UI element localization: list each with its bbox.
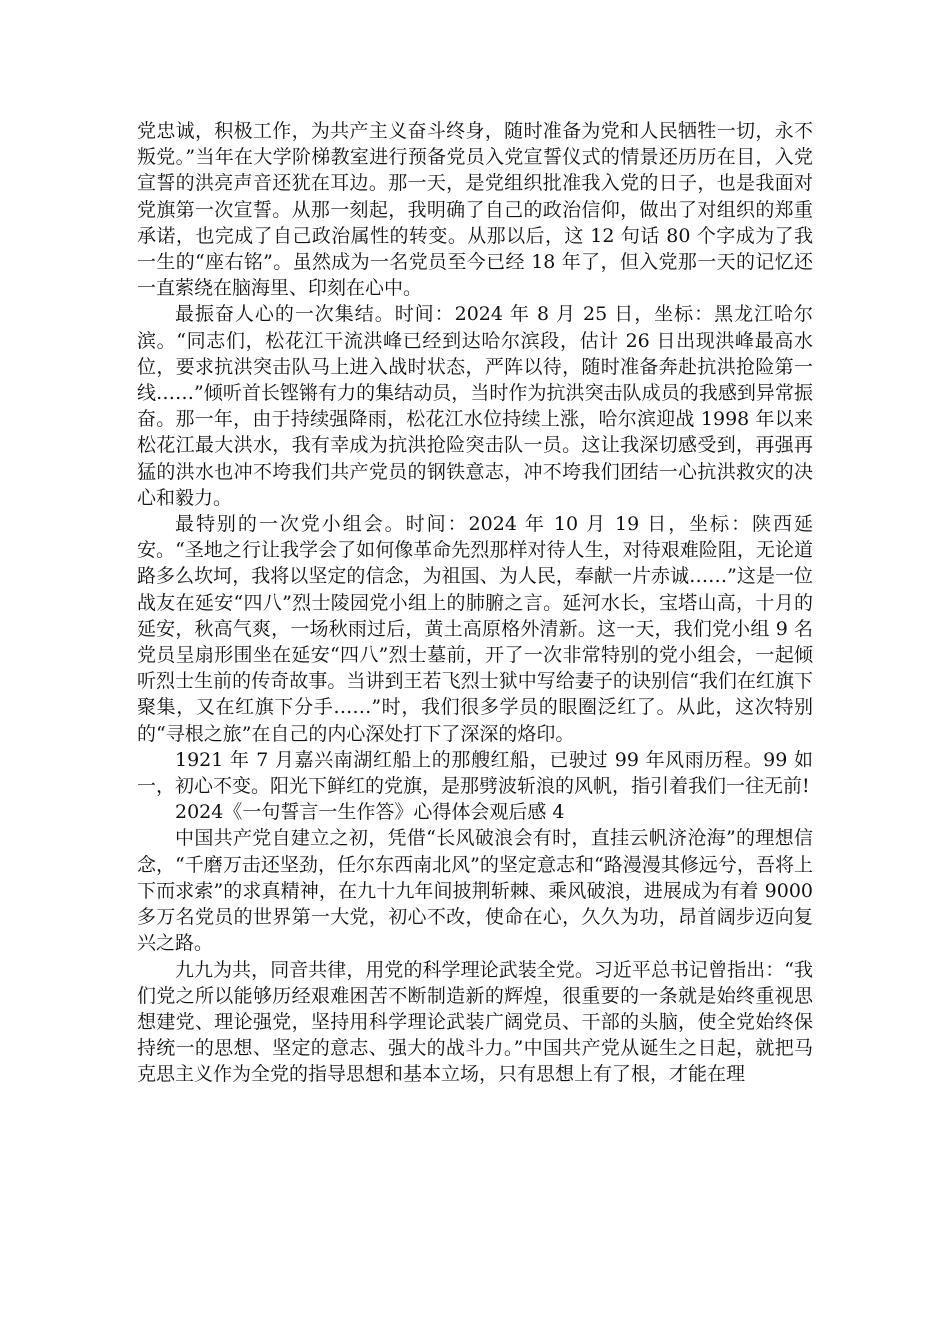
- document-body: [137, 118, 813, 1088]
- paragraph-theory-arming: 九九为共，同音共律，用党的科学理论武装全党。习近平总书记曾指出：“我们党之所以能够历经艰难困苦不断制造新的辉煌，很重要的一条就是始终重视思想建党、理论强党，坚持用科学理论武装广阔党员、干部的头脑，使全党始终保持统一的思想、坚定的意志、强大的战斗力。”中国共产党从诞生之日起，就把马克思主义作为全党的指导思想和基本立场，只有思想上有了根，才能在理: [137, 958, 813, 1086]
- paragraph-party-founding: 中国共产党自建立之初，凭借“长风破浪会有时，直挂云帆济沧海”的理想信念，“千磨万击还坚劲，任尔东西南北风”的坚定意志和“路漫漫其修远兮，吾将上下而求索”的求真精神，在九十九年间披荆斩棘、乘风破浪，进展成为有着 9000 多万名党员的世界第一大党，初心不改，使命在心，久久为功，昂首阔步迈向复兴之路。: [137, 827, 813, 955]
- paragraph-red-boat: 1921 年 7 月嘉兴南湖红船上的那艘红船，已驶过 99 年风雨历程。99 如一，初心不变。阳光下鲜红的党旗，是那劈波斩浪的风帆，指引着我们一往无前!: [137, 748, 813, 798]
- paragraph-flood-assembly: 最振奋人心的一次集结。时间：2024 年 8 月 25 日，坐标：黑龙江哈尔滨。“同志们，松花江干流洪峰已经到达哈尔滨段，估计 26 日出现洪峰最高水位，要求抗洪突击队马上进入战时状态，严阵以待，随时准备奔赴抗洪抢险第一线……”倾听首长铿锵有力的集结动员，当时作为抗洪突击队成员的我感到异常振奋。那一年，由于持续强降雨，松花江水位持续上涨，哈尔滨迎战 1998 年以来松花江最大洪水，我有幸成为抗洪抢险突击队一员。这让我深切感受到，再强再猛的洪水也冲不垮我们共产党员的钢铁意志，冲不垮我们团结一心抗洪救灾的决心和毅力。: [137, 303, 813, 509]
- section-heading: 2024《一句誓言一生作答》心得体会观后感 4: [175, 801, 565, 824]
- paragraph-oath-memory: 党忠诚，积极工作，为共产主义奋斗终身，随时准备为党和人民牺牲一切，永不叛党。”当年在大学阶梯教室进行预备党员入党宣誓仪式的情景还历历在目，入党宣誓的洪亮声音还犹在耳边。那一天，是党组织批准我入党的日子，也是我面对党旗第一次宣誓。从那一刻起，我明确了自己的政治信仰，做出了对组织的郑重承诺，也完成了自己政治属性的转变。从那以后，这 12 句话 80 个字成为了我一生的“座右铭”。虽然成为一名党员至今已经 18 年了，但入党那一天的记忆还一直萦绕在脑海里、印刻在心中。: [137, 120, 813, 300]
- paragraph-party-group-meeting: 最特别的一次党小组会。时间：2024 年 10 月 19 日，坐标：陕西延安。“圣地之行让我学会了如何像革命先烈那样对待人生，对待艰难险阻，无论道路多么坎坷，我将以坚定的信念，为祖国、为人民，奉献一片赤诚……”这是一位战友在延安“四八”烈士陵园党小组上的肺腑之言。延河水长，宝塔山高，十月的延安，秋高气爽，一场秋雨过后，黄土高原格外清新。这一天，我们党小组 9 名党员呈扇形围坐在延安“四八”烈士墓前，开了一次非常特别的党小组会，一起倾听烈士生前的传奇故事。当讲到王若飞烈士狱中写给妻子的诀别信“我们在红旗下聚集，又在红旗下分手……”时，我们很多学员的眼圈泛红了。从此，这次特别的“寻根之旅”在自己的内心深处打下了深深的烙印。: [137, 513, 813, 745]
